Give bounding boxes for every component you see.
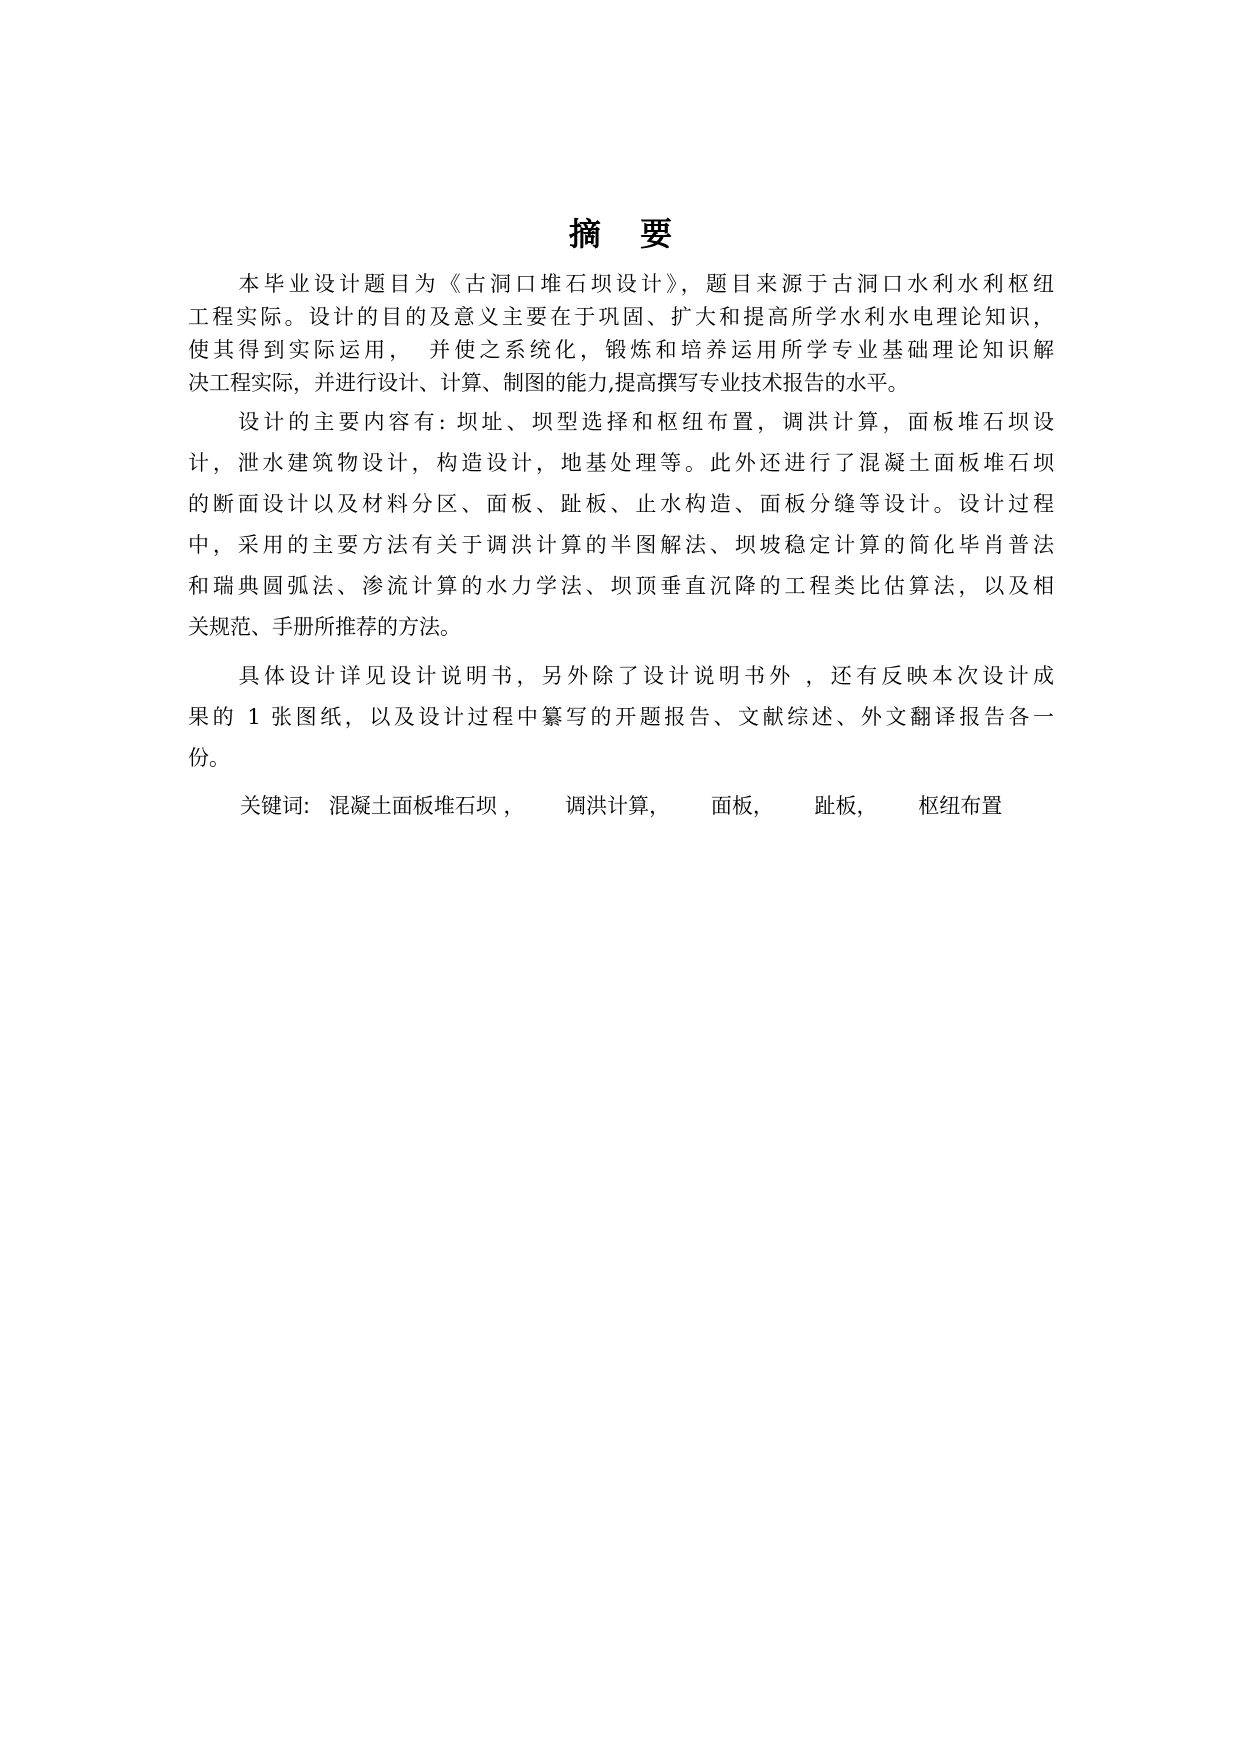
text-line: 和瑞典圆弧法、渗流计算的水力学法、坝顶垂直沉降的工程类比估算法，以及相 — [188, 574, 1054, 598]
text-line: 果的 1 张图纸，以及设计过程中纂写的开题报告、文献综述、外文翻译报告各一 — [188, 705, 1054, 729]
keyword: 调洪计算， — [565, 794, 671, 818]
keyword: 混凝土面板堆石坝 ， — [328, 794, 525, 818]
text-line: 设计的主要内容有: 坝址、坝型选择和枢纽布置，调洪计算，面板堆石坝设 — [188, 410, 1054, 434]
abstract-paragraph-1 — [188, 268, 1054, 400]
text-line: 工程实际。设计的目的及意义主要在于巩固、扩大和提高所学水利水电理论知识， — [188, 305, 1054, 329]
abstract-paragraph-3 — [188, 656, 1054, 779]
abstract-paragraph-2 — [188, 402, 1054, 648]
keywords-line — [240, 786, 1054, 827]
text-line: 计，泄水建筑物设计，构造设计，地基处理等。此外还进行了混凝土面板堆石坝 — [188, 451, 1054, 475]
text-line: 具体设计详见设计说明书，另外除了设计说明书外 ，还有反映本次设计成 — [188, 664, 1054, 688]
abstract-title: 摘 要 — [568, 215, 687, 253]
keyword: 枢纽布置 — [918, 794, 1003, 818]
keywords-label: 关键词: — [240, 794, 311, 818]
text-line: 决工程实际，并进行设计、计算、制图的能力,提高撰写专业技术报告的水平。 — [188, 371, 909, 395]
text-line: 份。 — [188, 746, 230, 770]
keyword: 面板， — [710, 794, 774, 818]
text-line: 本毕业设计题目为《古洞口堆石坝设计》，题目来源于古洞口水利水利枢纽 — [188, 272, 1054, 296]
text-line: 中，采用的主要方法有关于调洪计算的半图解法、坝坡稳定计算的简化毕肖普法 — [188, 533, 1054, 557]
text-line: 的断面设计以及材料分区、面板、趾板、止水构造、面板分缝等设计。设计过程 — [188, 492, 1054, 516]
text-line: 关规范、手册所推荐的方法。 — [188, 615, 461, 639]
text-line: 使其得到实际运用， 并使之系统化，锻炼和培养运用所学专业基础理论知识解 — [188, 338, 1054, 362]
keyword: 趾板， — [814, 794, 878, 818]
